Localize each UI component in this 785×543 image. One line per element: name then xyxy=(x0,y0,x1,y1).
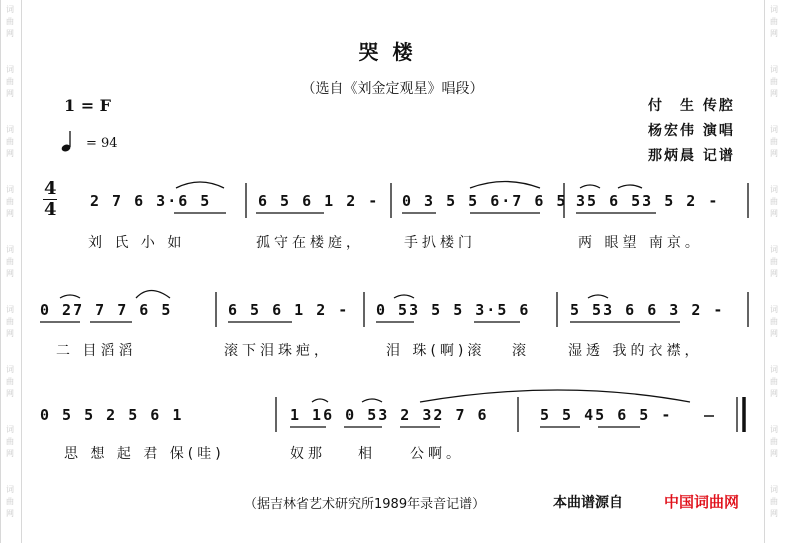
watermark-char: 曲 xyxy=(770,437,778,446)
watermark-char: 词 xyxy=(6,425,14,434)
watermark-char: 曲 xyxy=(6,77,14,86)
watermark-char: 词 xyxy=(6,245,14,254)
watermark-char: 网 xyxy=(6,509,14,518)
watermark-char: 词 xyxy=(6,305,14,314)
watermark-char: 网 xyxy=(770,509,778,518)
watermark-char: 词 xyxy=(770,485,778,494)
slur xyxy=(60,295,80,298)
line3-lyric2: 奴那 xyxy=(290,446,326,462)
line1-lyric4: 两 眼望 南京。 xyxy=(578,235,703,251)
line2-bar4-notes: 5 53 6 6 3 2 - xyxy=(570,301,725,319)
tempo-marking: = 94 xyxy=(86,136,118,151)
slur xyxy=(176,182,224,188)
watermark-char: 词 xyxy=(6,125,14,134)
line3-lyric4: 公啊。 xyxy=(410,446,464,462)
watermark-char: 曲 xyxy=(6,17,14,26)
line3-bar3-notes: 5 5 45 6 5 - xyxy=(540,406,673,424)
watermark-char: 曲 xyxy=(770,497,778,506)
line1-bar3-notes: 0 3 5 5 6·7 6 5 xyxy=(402,192,568,210)
line2-lyric5: 湿透 我的衣襟， xyxy=(568,343,703,359)
time-signature-top: 4 xyxy=(44,178,57,199)
slur xyxy=(362,399,382,402)
time-signature-bottom: 4 xyxy=(44,199,57,220)
credit-singer: 杨宏伟 演唱 xyxy=(648,123,735,139)
slur xyxy=(420,390,690,402)
source-brand-link[interactable]: 中国词曲网 xyxy=(664,493,740,511)
watermark-char: 网 xyxy=(6,149,14,158)
watermark-char: 曲 xyxy=(770,377,778,386)
slur xyxy=(588,295,608,298)
slur xyxy=(394,295,414,298)
line2-lyric4: 滚 xyxy=(512,343,530,359)
line3-bar2-notes: 1 16 0 53 2 32 7 6 xyxy=(290,406,489,424)
watermark-char: 网 xyxy=(770,209,778,218)
watermark-char: 网 xyxy=(770,29,778,38)
watermark-char: 词 xyxy=(770,65,778,74)
slur xyxy=(136,291,170,299)
watermark-char: 词 xyxy=(770,365,778,374)
credit-transcriber: 那炳晨 记谱 xyxy=(648,148,735,164)
song-subtitle: （选自《刘金定观星》唱段） xyxy=(301,81,484,97)
source-label: 本曲谱源自 xyxy=(553,495,623,511)
slur xyxy=(312,399,328,402)
line2-bar2-notes: 6 5 6 1 2 - xyxy=(228,301,350,319)
watermark-char: 网 xyxy=(6,209,14,218)
watermark-char: 词 xyxy=(6,365,14,374)
watermark-char: 网 xyxy=(770,89,778,98)
watermark-char: 曲 xyxy=(6,377,14,386)
line1-lyric2: 孤守在楼庭， xyxy=(256,235,364,251)
line2-lyric2: 滚下泪珠疤， xyxy=(224,343,332,359)
line1-bar2-notes: 6 5 6 1 2 - xyxy=(258,192,380,210)
watermark-char: 网 xyxy=(770,389,778,398)
watermark-char: 曲 xyxy=(770,317,778,326)
watermark-char: 曲 xyxy=(770,197,778,206)
slur xyxy=(470,182,540,189)
watermark-char: 词 xyxy=(6,185,14,194)
watermark-char: 网 xyxy=(6,29,14,38)
watermark-char: 词 xyxy=(6,65,14,74)
line2-bar3-notes: 0 53 5 5 3·5 6 xyxy=(376,301,531,319)
watermark-char: 网 xyxy=(6,449,14,458)
watermark-char: 曲 xyxy=(6,257,14,266)
watermark-char: 网 xyxy=(770,329,778,338)
footer-note: （据吉林省艺术研究所1989年录音记谱） xyxy=(244,497,486,512)
credit-composer: 付 生 传腔 xyxy=(648,98,735,114)
line3-bar1-notes: 0 5 5 2 5 6 1 xyxy=(40,406,184,424)
watermark-char: 曲 xyxy=(6,317,14,326)
line1-bar4-notes: 35 6 53 5 2 - xyxy=(576,192,720,210)
watermark-char: 网 xyxy=(770,149,778,158)
line3-lyric3: 相 xyxy=(358,446,376,462)
line2-bar1-notes: 0 27 7 7 6 5 xyxy=(40,301,173,319)
watermark-char: 曲 xyxy=(770,137,778,146)
watermark-char: 词 xyxy=(770,125,778,134)
watermark-char: 词 xyxy=(770,305,778,314)
watermark-char: 网 xyxy=(6,89,14,98)
line2-lyric3: 泪 珠(啊)滚 xyxy=(386,343,486,359)
watermark-char: 曲 xyxy=(770,17,778,26)
watermark-char: 词 xyxy=(770,245,778,254)
watermark-char: 词 xyxy=(770,5,778,14)
watermark-char: 曲 xyxy=(6,197,14,206)
watermark-char: 网 xyxy=(6,389,14,398)
watermark-char: 词 xyxy=(6,485,14,494)
watermark-char: 网 xyxy=(770,449,778,458)
watermark-char: 曲 xyxy=(6,437,14,446)
song-title: 哭楼 xyxy=(358,40,427,64)
watermark-char: 网 xyxy=(6,329,14,338)
key-signature: 1 = F xyxy=(64,96,112,115)
watermark-char: 网 xyxy=(6,269,14,278)
watermark-char: 词 xyxy=(770,185,778,194)
slur xyxy=(580,185,600,188)
watermark-char: 网 xyxy=(770,269,778,278)
watermark-char: 曲 xyxy=(6,137,14,146)
watermark-char: 曲 xyxy=(6,497,14,506)
watermark-char: 曲 xyxy=(770,77,778,86)
line3-lyric1: 思 想 起 君 保(哇) xyxy=(64,446,225,462)
watermark-char: 词 xyxy=(6,5,14,14)
line1-bar1-notes: 2 7 6 3·6 5 xyxy=(90,192,212,210)
line1-lyric1: 刘 氏 小 如 xyxy=(88,235,186,251)
watermark-char: 曲 xyxy=(770,257,778,266)
watermark-char: 词 xyxy=(770,425,778,434)
slur xyxy=(618,185,642,188)
line2-lyric1: 二 目滔滔 xyxy=(56,343,137,359)
line1-lyric3: 手扒楼门 xyxy=(404,235,476,251)
